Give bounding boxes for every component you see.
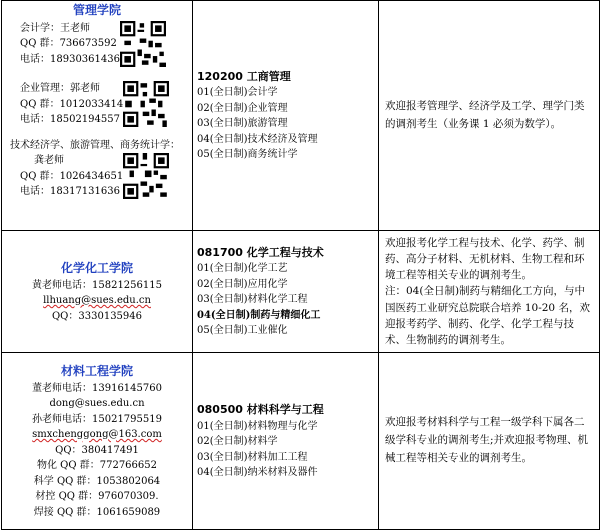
contact-line: 技术经济学、旅游管理、商务统计学： <box>10 139 180 151</box>
major-title: 080500 材料科学与工程 <box>197 403 324 417</box>
contact-block <box>20 81 192 128</box>
direction-item: 03(全日制)材料化学工程 <box>197 294 308 306</box>
contact-line: 会计学：王老师 <box>20 22 90 34</box>
major-cell <box>193 1 379 231</box>
school-name: 材料工程学院 <box>60 363 133 378</box>
direction-item: 04(全日制)制药与精细化工 <box>197 309 321 321</box>
major-title: 120200 工商管理 <box>197 70 291 84</box>
school-name: 管理学院 <box>72 3 121 17</box>
description-text: 欢迎报考材料科学与工程一级学科下属各二级学科专业的调剂考生;并欢迎报考物理、机械工程等相关专业的调剂考生。 <box>385 416 589 464</box>
contact-line: 企业管理：郭老师 <box>20 83 100 95</box>
contact-line: QQ 群：736673592 <box>20 38 117 50</box>
contact-line: 科学 QQ 群：1053802064 <box>33 475 161 487</box>
direction-item: 04(全日制)纳米材料及器件 <box>197 467 318 479</box>
major-cell <box>193 353 379 530</box>
direction-item: 05(全日制)商务统计学 <box>197 149 298 161</box>
contact-line: QQ：3330135946 <box>51 310 143 322</box>
direction-item: 04(全日制)技术经济及管理 <box>197 133 318 145</box>
direction-item: 01(全日制)材料物理与化学 <box>197 420 318 432</box>
direction-item: 02(全日制)材料学 <box>197 436 278 448</box>
contact-line: QQ 群：1026434651 <box>20 170 124 182</box>
table-row <box>2 231 600 353</box>
email-link[interactable]: dong@sues.edu.cn <box>49 398 145 410</box>
qr-code-icon <box>123 81 169 127</box>
description-cell <box>379 353 600 530</box>
contact-line: 物化 QQ 群：772766652 <box>36 460 157 472</box>
description-cell <box>379 231 600 353</box>
table-row <box>2 353 600 530</box>
contact-line: 材控 QQ 群：976070309. <box>35 491 159 503</box>
contact-block <box>20 21 192 68</box>
contact-line: 焊接 QQ 群：1061659089 <box>33 506 161 518</box>
contact-cell <box>2 231 193 353</box>
direction-item: 02(全日制)应用化学 <box>197 278 288 290</box>
contact-line: 董老师电话：13916145760 <box>32 382 162 394</box>
contact-line: 龚老师 <box>34 155 64 167</box>
contact-block <box>20 153 192 200</box>
admissions-table <box>1 0 600 530</box>
contact-cell <box>2 353 193 530</box>
contact-line: 电话：18930361436 <box>20 53 120 65</box>
major-title: 081700 化学工程与技术 <box>197 246 324 260</box>
contact-line: 电话：18502194557 <box>20 114 120 126</box>
contact-line: 孙老师电话：15021795519 <box>32 413 162 425</box>
description-cell <box>379 1 600 231</box>
direction-item: 05(全日制)工业催化 <box>197 325 288 337</box>
contact-cell <box>2 1 193 231</box>
major-cell <box>193 231 379 353</box>
email-link[interactable]: smxchenggong@163.com <box>32 429 162 441</box>
description-note: 注：04(全日制)制药与精细化工方向，与中国医药工业研究总院联合培养 10-20 名，欢迎报考药学、制药、化学、化学工程与技术、生物制药的调剂考生。 <box>385 285 590 347</box>
direction-item: 02(全日制)企业管理 <box>197 102 288 114</box>
contact-line: QQ 群：1012033414 <box>20 98 124 110</box>
description-text: 欢迎报考管理学、经济学及工学、理学门类的调剂考生（业务课 1 必须为数学）。 <box>385 99 585 130</box>
school-name: 化学化工学院 <box>60 260 133 275</box>
email-link[interactable]: llhuang@sues.edu.cn <box>43 295 151 307</box>
direction-item: 01(全日制)化学工艺 <box>197 263 288 275</box>
contact-line: 电话：18317131636 <box>20 186 120 198</box>
contact-line: QQ：380417491 <box>55 444 139 456</box>
description-text: 欢迎报考化学工程与技术、化学、药学、制药、高分子材料、无机材料、生物工程和环境工程等相关专业的调剂考生。 <box>385 236 585 282</box>
qr-code-icon <box>123 153 169 199</box>
direction-item: 03(全日制)旅游管理 <box>197 118 288 130</box>
qr-code-icon <box>120 21 166 67</box>
direction-item: 01(全日制)会计学 <box>197 87 278 99</box>
table-row <box>2 1 600 231</box>
contact-line: 黄老师电话：15821256115 <box>32 279 162 291</box>
direction-item: 03(全日制)材料加工工程 <box>197 451 308 463</box>
